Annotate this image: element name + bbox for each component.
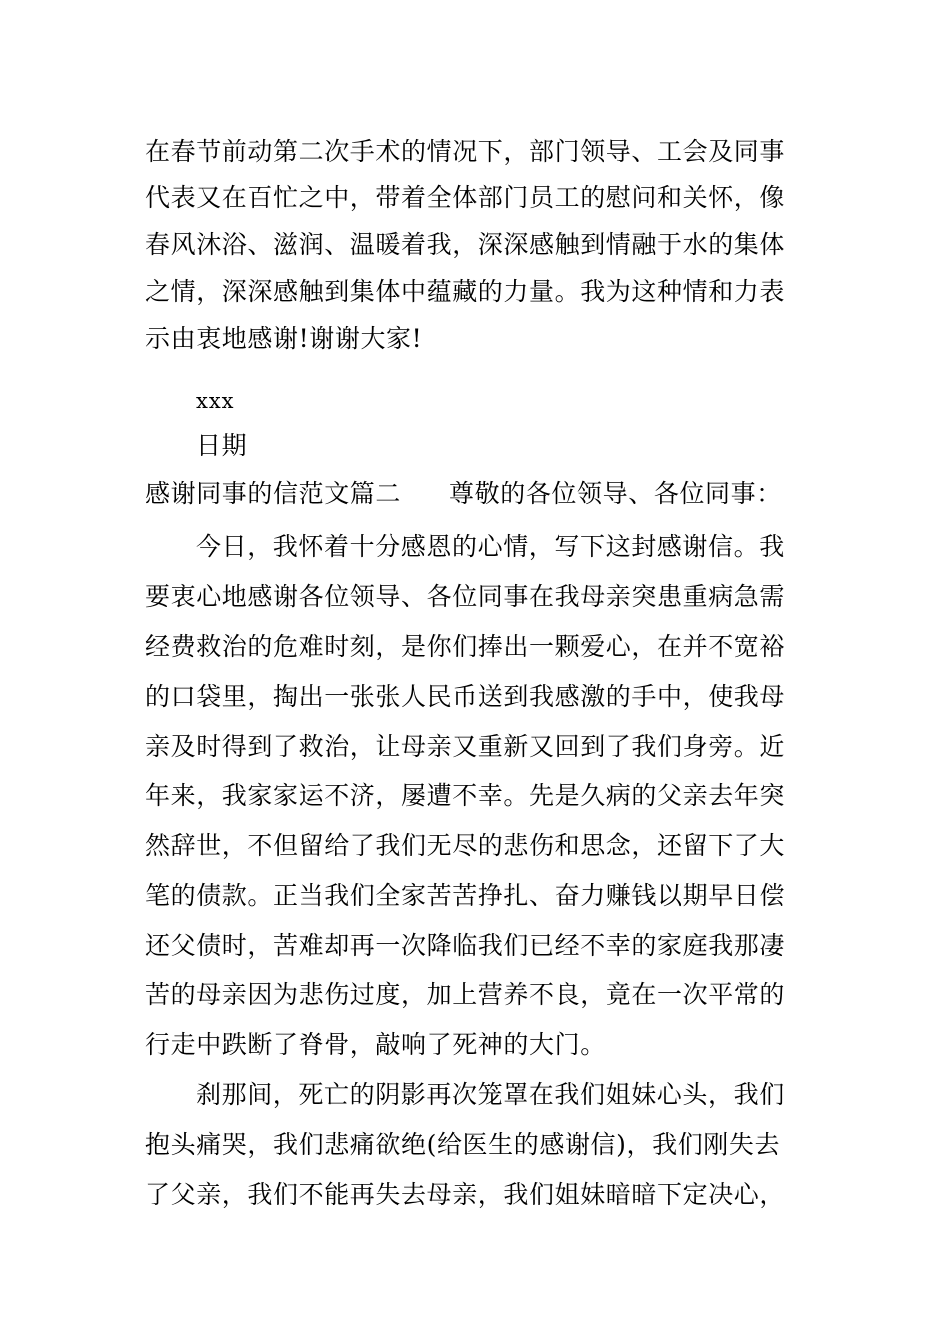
- paragraph-two-line: 经费救治的危难时刻，是你们捧出一颗爱心，在并不宽裕: [145, 632, 786, 661]
- signature-date: 日期: [196, 431, 248, 460]
- paragraph-one-line: 在春节前动第二次手术的情况下，部门领导、工会及同事: [145, 137, 786, 166]
- section-heading: [145, 479, 782, 509]
- paragraph-one-line: 春风沐浴、滋润、温暖着我，深深感触到情融于水的集体: [145, 230, 786, 259]
- paragraph-two-line: 然辞世，不但留给了我们无尽的悲伤和思念，还留下了大: [145, 831, 786, 860]
- paragraph-two-line: 行走中跌断了脊骨，敲响了死神的大门。: [145, 1030, 606, 1059]
- paragraph-one-line: 之情，深深感触到集体中蕴藏的力量。我为这种情和力表: [145, 277, 786, 306]
- paragraph-one-line: 示由衷地感谢!谢谢大家!: [145, 324, 423, 353]
- paragraph-two-line: 亲及时得到了救治，让母亲又重新又回到了我们身旁。近: [145, 732, 786, 761]
- paragraph-three-line: 了父亲，我们不能再失去母亲，我们姐妹暗暗下定决心，: [145, 1180, 786, 1209]
- paragraph-two-line: 年来，我家家运不济，屡遭不幸。先是久病的父亲去年突: [145, 781, 786, 810]
- section-title: 感谢同事的信范文篇二: [145, 479, 402, 508]
- paragraph-two-line: 的口袋里，掏出一张张人民币送到我感激的手中，使我母: [145, 682, 786, 711]
- paragraph-two-line: 今日，我怀着十分感恩的心情，写下这封感谢信。我: [196, 532, 785, 561]
- paragraph-two-line: 还父债时，苦难却再一次降临我们已经不幸的家庭我那凄: [145, 931, 786, 960]
- paragraph-two-line: 笔的债款。正当我们全家苦苦挣扎、奋力赚钱以期早日偿: [145, 881, 786, 910]
- paragraph-three-line: 刹那间，死亡的阴影再次笼罩在我们姐妹心头，我们: [196, 1080, 785, 1109]
- signature-name: xxx: [196, 389, 235, 413]
- paragraph-three-line: 抱头痛哭，我们悲痛欲绝(给医生的感谢信)，我们刚失去: [145, 1130, 781, 1159]
- paragraph-one-line: 代表又在百忙之中，带着全体部门员工的慰问和关怀，像: [145, 183, 786, 212]
- paragraph-two-line: 要衷心地感谢各位领导、各位同事在我母亲突患重病急需: [145, 582, 786, 611]
- salutation: 尊敬的各位领导、各位同事：: [449, 479, 782, 508]
- paragraph-two-line: 苦的母亲因为悲伤过度，加上营养不良，竟在一次平常的: [145, 980, 786, 1009]
